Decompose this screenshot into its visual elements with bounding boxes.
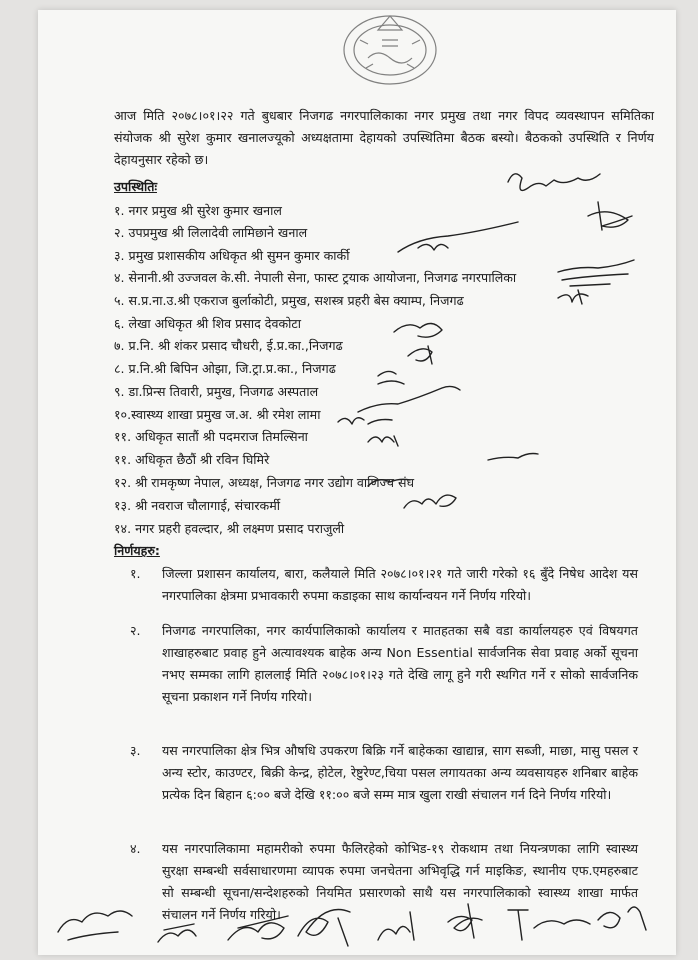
meeting-minutes-page — [38, 10, 676, 955]
attendee-item: २. उपप्रमुख श्री लिलादेवी लामिछाने खनाल — [114, 225, 308, 240]
attendee-item: ३. प्रमुख प्रशासकीय अधिकृत श्री सुमन कुमार कार्की — [114, 248, 350, 263]
decision-text: यस नगरपालिका क्षेत्र भित्र औषधि उपकरण बिक्रि गर्ने बाहेकका खाद्यान्न, साग सब्जी, माछा, मासु पसल र अन्य स्टोर, काउण्टर, बिक्री केन्द्र, होटेल, रेष्टुरेण्ट,चिया पसल लगायतका अन्य व्यवसायहरु शनिबार बाहेक प्रत्येक दिन बिहान ६:०० बजे देखि ११:०० बजे सम्म मात्र खुला राखी संचालन गर्न दिने निर्णय गरियो। — [162, 743, 638, 802]
decision-item — [130, 740, 638, 806]
attendee-item: १०.स्वास्थ्य शाखा प्रमुख ज.अ. श्री रमेश लामा — [114, 407, 321, 422]
opening-paragraph-text: आज मिति २०७८।०१।२२ गते बुधबार निजगढ नगरपालिकाका नगर प्रमुख तथा नगर विपद व्यवस्थापन समितिका संयोजक श्री सुरेश कुमार खनालज्यूको अध्यक्षतामा देहायको उपस्थितिमा बैठक बस्यो। बैठकको उपस्थिति र निर्णय देहायनुसार रहेको छ। — [114, 108, 654, 167]
attendee-item: ११. अधिकृत सातौं श्री पदमराज तिमल्सिना — [114, 429, 308, 444]
attendee-item: १४. नगर प्रहरी हवल्दार, श्री लक्ष्मण प्रसाद पराजुली — [114, 521, 345, 536]
attendee-item: ५. स.प्र.ना.उ.श्री एकराज बुर्लाकोटी, प्रमुख, सशस्त्र प्रहरी बेस क्याम्प, निजगढ — [114, 293, 464, 308]
decisions-heading: निर्णयहरु: — [114, 543, 160, 558]
decision-number: ४. — [130, 841, 141, 856]
attendance-heading: उपस्थितिः — [114, 179, 157, 194]
decision-number: ३. — [130, 743, 141, 758]
decision-text: जिल्ला प्रशासन कार्यालय, बारा, कलैयाले मिति २०७८।०१।२१ गते जारी गरेको १६ बुँदे निषेध आदेश यस नगरपालिका क्षेत्रमा प्रभावकारी रुपमा कडाइका साथ कार्यान्वयन गर्ने निर्णय गरियो। — [162, 566, 638, 603]
attendee-item: १३. श्री नवराज चौलागाई, संचारकर्मी — [114, 498, 281, 513]
decision-number: २. — [130, 623, 141, 638]
attendee-item: ९. डा.प्रिन्स तिवारी, प्रमुख, निजगढ अस्पताल — [114, 384, 319, 399]
attendee-item: ७. प्र.नि. श्री शंकर प्रसाद चौधरी, ई.प्र.का.,निजगढ — [114, 338, 343, 353]
attendee-item: ४. सेनानी.श्री उज्जवल के.सी. नेपाली सेना, फास्ट ट्रयाक आयोजना, निजगढ नगरपालिका — [114, 270, 517, 285]
attendee-item: १. नगर प्रमुख श्री सुरेश कुमार खनाल — [114, 203, 282, 218]
decision-text: यस नगरपालिकामा महामरीको रुपमा फैलिरहेको कोभिड-१९ रोकथाम तथा नियन्त्रणका लागि स्वास्थ्य सुरक्षा सम्बन्धी सर्वसाधारणमा व्यापक रुपमा जनचेतना अभिवृद्धि गर्न माइकिङ, स्थानीय एफ.एमहरुबाट सो सम्बन्धी सूचना/सन्देशहरुको नियमित प्रसारणको साथै यस नगरपालिकाको स्वास्थ्य शाखा मार्फत संचालन गर्ने निर्णय गरियो। — [162, 841, 638, 922]
decision-number: १. — [130, 566, 141, 581]
attendee-item: ६. लेखा अधिकृत श्री शिव प्रसाद देवकोटा — [114, 316, 302, 331]
attendee-item: ८. प्र.नि.श्री बिपिन ओझा, जि.ट्रा.प्र.का., निजगढ — [114, 361, 336, 376]
attendee-item: ११. अधिकृत छैठौं श्री रविन घिमिरे — [114, 452, 270, 467]
decision-item — [130, 563, 638, 607]
attendee-signatures — [38, 10, 676, 530]
decision-text: निजगढ नगरपालिका, नगर कार्यपालिकाको कार्यालय र मातहतका सबै वडा कार्यालयहरु एवं विषयगत शाखाहरुबाट प्रवाह हुने अत्यावश्यक बाहेक अन्य Non Essential सार्वजनिक सेवा प्रवाह अर्को सूचना नभए सम्मका लागि हाललाई मिति २०७८।०१।२३ गते देखि लागू हुने गरी स्थगित गर्ने र सोको सार्वजनिक सूचना प्रकाशन गर्ने निर्णय गरियो। — [162, 623, 638, 704]
attendee-item: १२. श्री रामकृष्ण नेपाल, अध्यक्ष, निजगढ नगर उद्योग वाणिज्य संघ — [114, 475, 415, 490]
decision-item — [130, 620, 638, 708]
bottom-signatures — [38, 870, 676, 955]
